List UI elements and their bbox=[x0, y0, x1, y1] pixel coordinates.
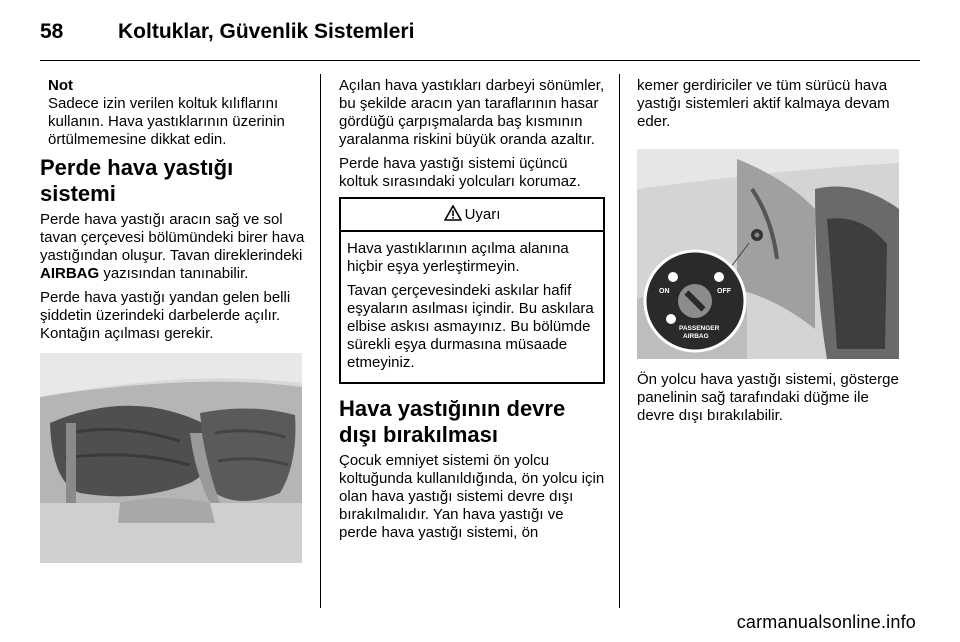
curtain-airbag-photo bbox=[40, 353, 302, 563]
switch-label-on: ON bbox=[659, 288, 670, 295]
section-heading-curtain-airbag: Perde hava yastığı sistemi bbox=[40, 155, 234, 206]
section-heading-deactivation: Hava yastığının devre dışı bırakılması bbox=[339, 396, 566, 447]
photo-caption: Ön yolcu hava yastığı sistemi, gösterge panelinin sağ tarafındaki düğme ile devre dışı bırakılabilir. bbox=[637, 371, 899, 424]
warning-body bbox=[341, 232, 603, 382]
warning-header bbox=[341, 199, 603, 232]
paragraph-text: yazısından tanınabilir. bbox=[103, 265, 249, 282]
warning-paragraph: Tavan çerçevesindeki askılar hafif eşyaların asılması içindir. Bu askılara elbise askısı asmayınız. Bu bölümde sürekli eşya durmasına müsaade etmeyiniz. bbox=[347, 282, 594, 371]
column-1 bbox=[40, 77, 306, 563]
note-title: Not bbox=[48, 77, 73, 94]
paragraph bbox=[40, 211, 306, 283]
page-number: 58 bbox=[40, 20, 64, 43]
watermark: carmanualsonline.info bbox=[736, 612, 916, 632]
column-divider bbox=[320, 74, 321, 608]
paragraph: Açılan hava yastıkları darbeyi sönümler, bu şekilde aracın yan taraflarının hasar gördüğü çarpışmalarda baş kısmının yaralanma riskini büyük oranda azaltır. bbox=[339, 77, 605, 148]
paragraph: Perde hava yastığı yandan gelen belli şiddetin üzerindeki darbelerde açılır. Kontağın açılması gerekir. bbox=[40, 289, 291, 342]
column-divider bbox=[619, 74, 620, 608]
paragraph: kemer gerdiriciler ve tüm sürücü hava yastığı sistemleri aktif kalmaya devam eder. bbox=[637, 77, 890, 130]
paragraph: Çocuk emniyet sistemi ön yolcu koltuğunda kullanıldığında, ön yolcu için olan hava yastığı sistemi devre dışı bırakılmalıdır. Yan hava yastığı ve perde hava yastığı sistemi, ön bbox=[339, 452, 605, 541]
warning-paragraph: Hava yastıklarının açılma alanına hiçbir eşya yerleştirmeyin. bbox=[347, 240, 569, 275]
chapter-title: Koltuklar, Güvenlik Sistemleri bbox=[118, 20, 415, 43]
airbag-keyword: AIRBAG bbox=[40, 265, 100, 282]
switch-label-passenger: PASSENGER bbox=[679, 325, 720, 332]
header-rule bbox=[40, 60, 920, 61]
paragraph-text: Perde hava yastığı aracın sağ ve sol tavan çerçevesi bölümündeki birer hava yastığından oluşur. Tavan direklerindeki bbox=[40, 211, 305, 264]
warning-box bbox=[339, 197, 605, 384]
warning-title: Uyarı bbox=[464, 206, 501, 223]
warning-triangle-icon bbox=[444, 205, 462, 221]
paragraph: Perde hava yastığı sistemi üçüncü koltuk sırasındaki yolcuları korumaz. bbox=[339, 155, 581, 190]
note-body: Sadece izin verilen koltuk kılıflarını kullanın. Hava yastıklarının üzerinin örtülmemesine dikkat edin. bbox=[48, 95, 285, 148]
page-header bbox=[40, 14, 920, 64]
column-2 bbox=[339, 77, 605, 548]
switch-label-airbag: AIRBAG bbox=[683, 333, 709, 340]
switch-label-off: OFF bbox=[717, 288, 731, 295]
column-3 bbox=[637, 77, 905, 431]
airbag-switch-photo bbox=[637, 149, 899, 359]
